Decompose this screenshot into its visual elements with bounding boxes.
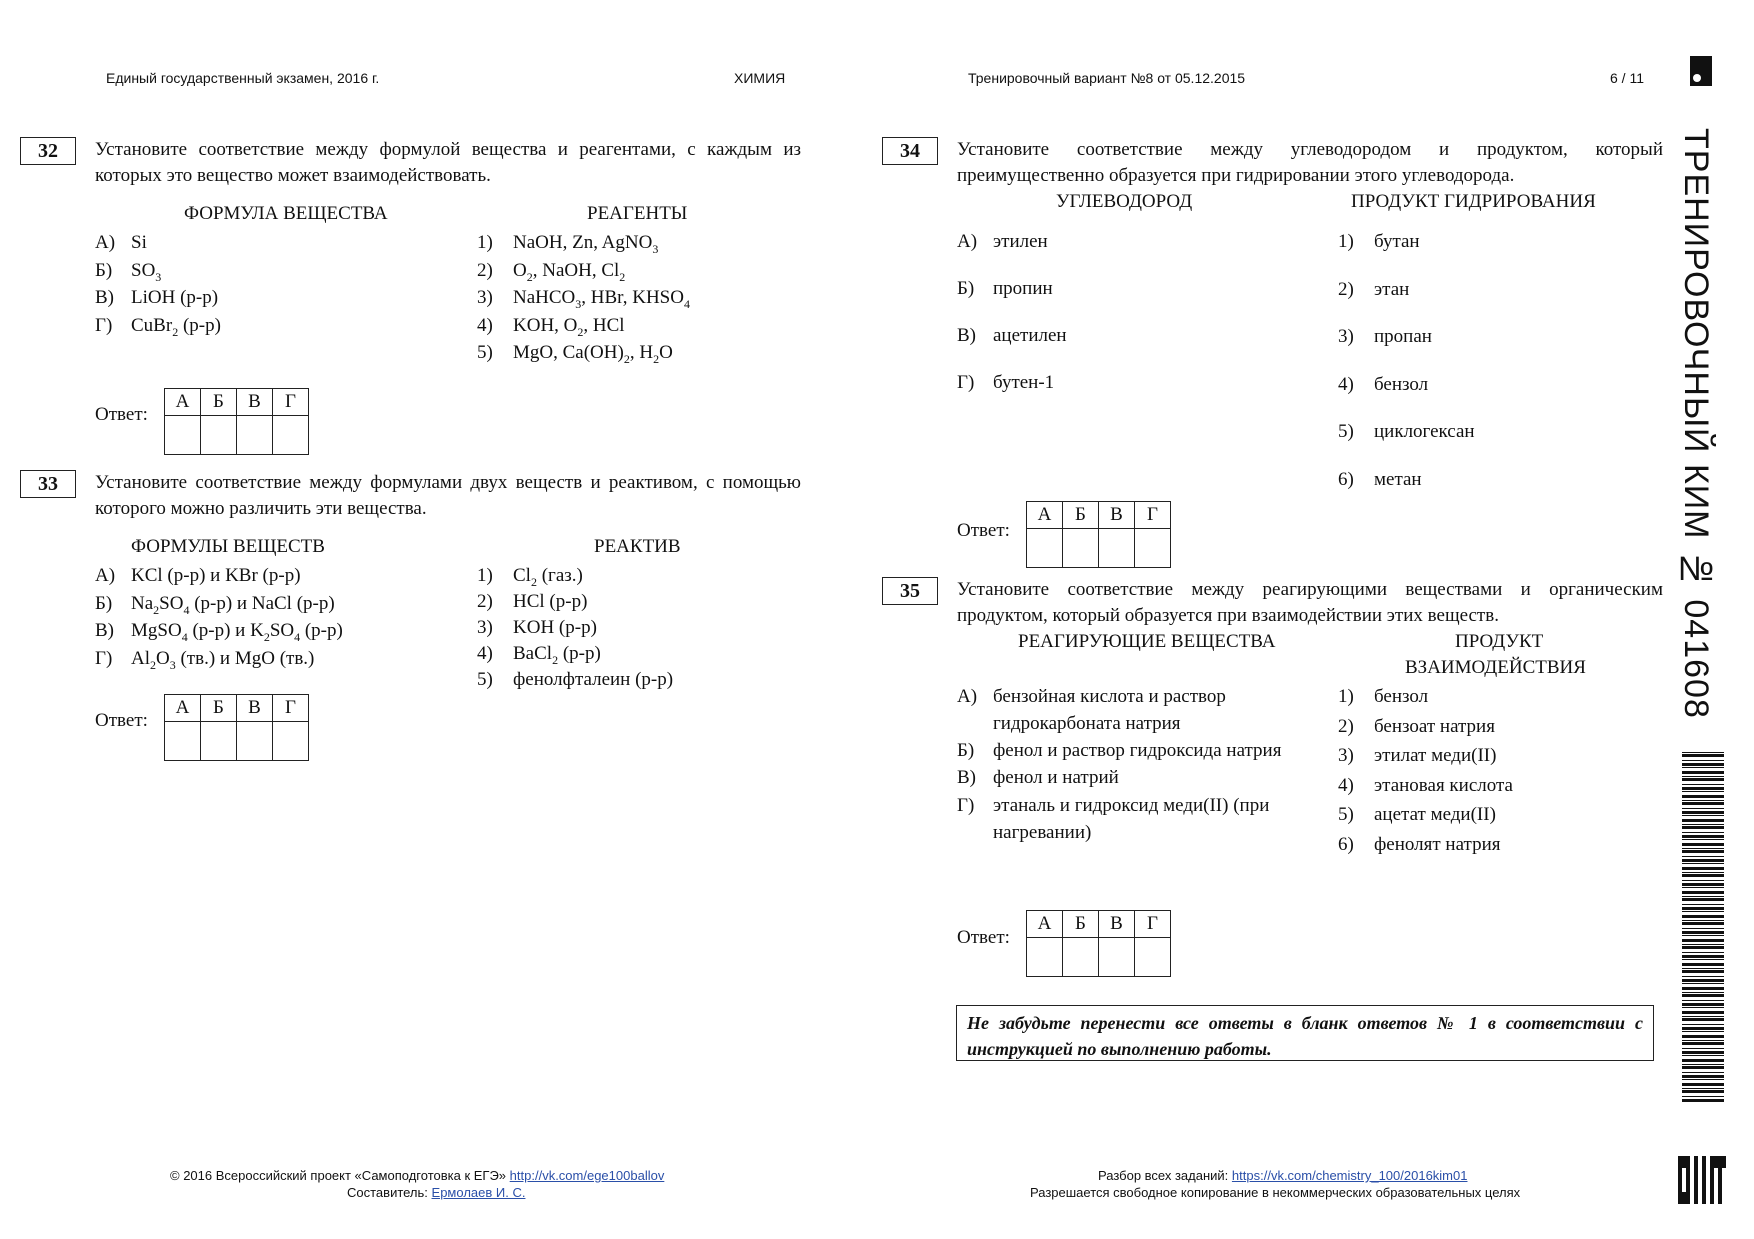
option-item [1338,772,1513,799]
q35-answer-label: Ответ: [957,927,1010,948]
question-number-32: 32 [20,137,76,165]
option-item [1338,371,1428,398]
option-text: метан [1374,468,1422,490]
q35-answer-table [1026,910,1171,977]
option-text: этаналь и гидроксид меди(II) (при нагревании) [993,795,1270,843]
option-key: 5) [1338,804,1354,825]
option-text: NaOH, Zn, AgNO$_3$ [513,232,659,256]
q34-answer-label: Ответ: [957,520,1010,541]
option-text: фенолфталеин (р-р) [513,669,674,690]
answer-letter: Б [201,695,237,722]
q34-left-heading: УГЛЕВОДОРОД [1056,191,1193,212]
option-item [1338,742,1496,769]
option-item [957,275,1053,302]
q34-answer-table [1026,501,1171,568]
option-item [95,284,218,311]
option-key: 1) [1338,686,1354,707]
answer-letter: А [1027,911,1063,938]
option-text: $O_2$, NaOH, $Cl_2$ [513,259,626,284]
option-item [957,764,1119,791]
option-item [957,228,1048,255]
option-text: этилат меди(II) [1374,745,1497,766]
footer-project-link[interactable]: http://vk.com/ege100ballov [509,1168,665,1183]
option-key: 5) [477,669,493,690]
footer-author [347,1185,525,1200]
option-item [1338,801,1496,828]
option-text: бензол [1374,373,1429,395]
option-key: В) [957,767,976,788]
option-item [477,339,673,373]
option-text: $Cl_2$ (газ.) [513,565,583,589]
option-item [477,588,587,615]
footer-copy-permission: Разрешается свободное копирование в некоммерческих образовательных целях [1030,1185,1521,1200]
option-key: 5) [1338,421,1354,442]
option-key: 1) [477,565,493,586]
answer-cell[interactable] [1099,938,1135,977]
answer-letter: В [237,389,273,416]
option-item [1338,276,1409,303]
question-number-33: 33 [20,470,76,498]
option-key: 6) [1338,468,1354,490]
q35-right-heading-2: ВЗАИМОДЕЙСТВИЯ [1405,657,1586,678]
option-key: 2) [1338,278,1354,300]
option-text: бензол [1374,686,1429,707]
barcode-icon [1682,752,1724,1102]
answer-cell[interactable] [273,416,309,455]
reminder-note: Не забудьте перенести все ответы в бланк ответов № 1 в соответствии с инструкцией по выполнению работы. [956,1005,1654,1061]
answer-cell[interactable] [1135,938,1171,977]
answer-cell[interactable] [237,416,273,455]
option-text: HCl (р-р) [513,591,588,612]
option-text: NaHCO$_3$, HBr, $KHSO_4$ [513,287,690,311]
option-text: ацетат меди(II) [1374,804,1496,825]
answer-cell[interactable] [1027,529,1063,568]
option-text: циклогексан [1374,421,1475,442]
answer-letter: Б [201,389,237,416]
header-page-number: 6 / 11 [1610,70,1644,86]
option-text: CuBr$_2$ (р-р) [131,314,221,339]
footer-author-label: Составитель: [347,1185,428,1200]
q33-right-heading: РЕАКТИВ [594,536,681,557]
option-key: 4) [1338,774,1354,796]
option-key: 3) [1338,745,1354,766]
option-item [957,369,1054,396]
answer-cell[interactable] [1063,529,1099,568]
header-variant: Тренировочный вариант №8 от 05.12.2015 [968,70,1246,86]
header-exam-title: Единый государственный экзамен, 2016 г. [106,70,380,86]
q33-left-heading: ФОРМУЛЫ ВЕЩЕСТВ [131,536,325,557]
option-text: ацетилен [993,325,1067,346]
option-text: пропан [1374,326,1432,347]
option-key: Г) [95,647,113,669]
option-item [957,792,1269,846]
option-key: 5) [477,342,493,363]
answer-cell[interactable] [1099,529,1135,568]
option-item [1338,831,1501,858]
option-item [957,683,1226,737]
answer-letter: Г [273,695,309,722]
option-key: 4) [477,314,493,336]
answer-cell[interactable] [165,722,201,761]
question-34-text: Установите соответствие между углеводородом и продуктом, который преимущественно образуется при гидрировании этого углеводорода. [957,139,1663,186]
option-text: MgSO$_4$ (р-р) и $K_2SO_4$ (р-р) [131,620,343,644]
question-33-text: Установите соответствие между формулами двух веществ и реактивом, с помощью которого можно различить эти вещества. [95,472,801,519]
q34-right-heading: ПРОДУКТ ГИДРИРОВАНИЯ [1351,191,1596,212]
option-item [95,562,301,589]
option-item [1338,418,1475,445]
option-key: Г) [95,314,113,336]
answer-cell[interactable] [201,722,237,761]
answer-letter: А [1027,502,1063,529]
corner-marker-icon [1690,56,1712,86]
option-key: 2) [477,259,493,281]
option-text: Si [131,232,147,253]
side-title [1668,128,1736,728]
option-key: Б) [957,278,975,299]
answer-letter: А [165,695,201,722]
option-item [957,322,1067,349]
option-item [95,312,221,346]
footer-copyright [170,1168,664,1183]
option-key: 3) [477,617,493,638]
question-35-text: Установите соответствие между реагирующими веществами и органическим продуктом, который образуется при взаимодействии этих веществ. [957,579,1663,626]
option-key: 3) [477,287,493,308]
footer-author-link[interactable]: Ермолаев И. С. [431,1185,526,1200]
option-text: бутан [1374,231,1420,252]
option-text: $Na_2SO_4$ (р-р) и NaCl (р-р) [131,592,335,617]
option-key: В) [95,287,114,308]
option-item [95,645,314,679]
answer-letter: В [1099,911,1135,938]
question-32-text: Установите соответствие между формулой вещества и реагентами, с каждым из которых это вещество может взаимодействовать. [95,139,801,186]
option-text: $SO_3$ [131,259,162,284]
option-text: бензойная кислота и раствор гидрокарбоната натрия [993,686,1226,734]
option-text: фенол и натрий [993,767,1119,788]
answer-cell[interactable] [1135,529,1171,568]
answer-letter: В [237,695,273,722]
option-key: 1) [477,232,493,253]
option-key: В) [957,325,976,346]
option-text: LiOH (р-р) [131,287,219,308]
option-key: Б) [95,259,113,281]
option-key: А) [957,231,978,252]
option-text: BaCl$_2$ (р-р) [513,643,601,667]
answer-cell[interactable] [273,722,309,761]
q35-left-heading: РЕАГИРУЮЩИЕ ВЕЩЕСТВА [1018,631,1276,652]
question-number-34: 34 [882,137,938,165]
q32-answer-table [164,388,309,455]
header-subject: ХИМИЯ [734,70,786,86]
option-text: фенолят натрия [1374,833,1501,855]
option-item [1338,713,1495,740]
footer-copyright-text: © 2016 Всероссийский проект «Самоподготовка к ЕГЭ» [170,1168,507,1183]
option-item [477,614,597,641]
option-text: KOH (р-р) [513,617,597,638]
answer-cell[interactable] [201,416,237,455]
option-item [95,229,147,256]
answer-letter: Г [1135,911,1171,938]
option-text: этан [1374,278,1410,300]
q32-right-heading: РЕАГЕНТЫ [587,203,688,224]
answer-letter: Б [1063,502,1099,529]
option-key: А) [95,565,116,586]
option-key: 1) [1338,231,1354,252]
option-text: пропин [993,278,1053,299]
option-key: Г) [957,372,975,393]
question-number-35: 35 [882,577,938,605]
answer-cell[interactable] [1027,938,1063,977]
answer-cell[interactable] [1063,938,1099,977]
option-key: Б) [95,592,113,614]
option-item [1338,683,1428,710]
option-item [477,666,673,693]
footer-analysis-link[interactable]: https://vk.com/chemistry_100/2016kim01 [1231,1168,1468,1183]
qr-code-icon [1678,1156,1726,1204]
option-key: 6) [1338,833,1354,855]
option-key: 4) [1338,373,1354,395]
answer-cell[interactable] [237,722,273,761]
option-text: этановая кислота [1374,774,1513,796]
option-key: 4) [477,643,493,664]
answer-cell[interactable] [165,416,201,455]
option-key: 2) [1338,715,1354,737]
q35-right-heading-1: ПРОДУКТ [1455,631,1544,652]
option-text: фенол и раствор гидроксида натрия [993,740,1282,761]
q32-answer-label: Ответ: [95,404,148,425]
option-key: Г) [957,795,975,816]
side-title-text: ТРЕНИРОВОЧНЫЙ КИМ № 041608 [1677,128,1715,719]
option-text: MgO, $Ca(OH)_2$, $H_2O$ [513,342,673,366]
option-key: Б) [957,740,975,761]
option-item [1338,323,1432,350]
option-item [957,737,1281,764]
option-text: этилен [993,231,1048,252]
footer-analysis-label: Разбор всех заданий: [1098,1168,1229,1183]
option-key: А) [957,686,978,707]
option-key: 3) [1338,326,1354,347]
answer-letter: Г [1135,502,1171,529]
option-item [1338,466,1422,493]
option-key: 2) [477,591,493,612]
answer-letter: В [1099,502,1135,529]
option-item [1338,228,1420,255]
q33-answer-label: Ответ: [95,710,148,731]
option-text: KOH, $O_2$, HCl [513,314,625,339]
answer-letter: Б [1063,911,1099,938]
option-text: KCl (р-р) и KBr (р-р) [131,565,301,586]
answer-letter: Г [273,389,309,416]
footer-analysis [1098,1168,1467,1183]
option-text: $Al_2O_3$ (тв.) и MgO (тв.) [131,647,315,672]
q33-answer-table [164,694,309,761]
option-text: бутен-1 [993,372,1055,393]
option-key: А) [95,232,116,253]
option-key: В) [95,620,114,641]
answer-letter: А [165,389,201,416]
option-text: бензоат натрия [1374,715,1495,737]
q32-left-heading: ФОРМУЛА ВЕЩЕСТВА [184,203,388,224]
